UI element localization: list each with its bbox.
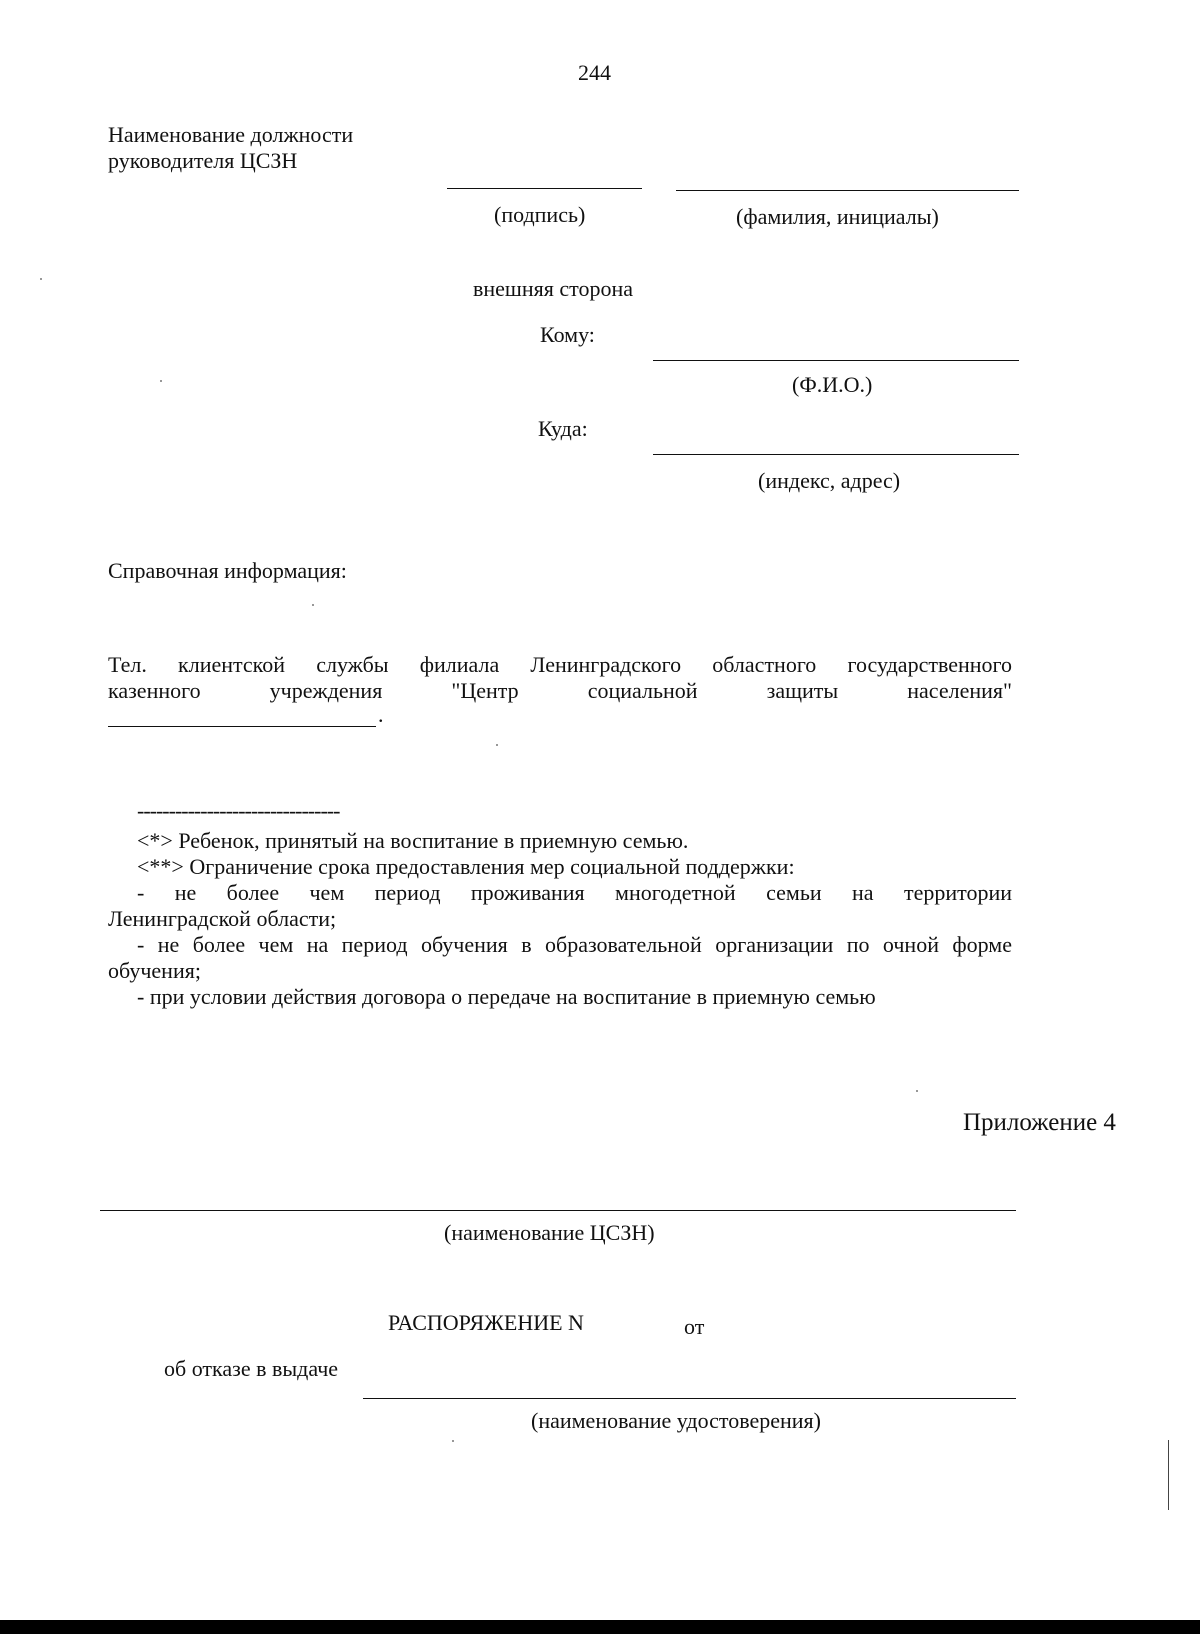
scan-bottom-border [0,1620,1200,1634]
name-line [676,190,1019,191]
footnote-2: <**> Ограничение срока предоставления мер социальной поддержки: [137,854,795,879]
to-line [653,360,1019,361]
footnote-item1-line2: Ленинградской области; [108,906,337,931]
order-title: РАСПОРЯЖЕНИЕ N [388,1310,584,1335]
position-title-line2: руководителя ЦСЗН [108,148,298,173]
footnote-separator: -------------------------------- [137,798,340,823]
reference-line-end: . [378,702,384,727]
refusal-label: об отказе в выдаче [164,1356,339,1381]
scan-speck [40,278,42,280]
appendix-title: Приложение 4 [963,1109,1116,1136]
envelope-side-label: внешняя сторона [473,276,634,301]
footnote-1: <*> Ребенок, принятый на воспитание в приемную семью. [137,828,689,853]
order-from: от [684,1314,705,1339]
org-caption: (наименование ЦСЗН) [444,1220,655,1245]
page-number: 244 [578,60,611,85]
reference-phone-line [108,726,376,727]
where-line [653,454,1019,455]
to-caption: (Ф.И.О.) [792,372,873,397]
reference-line1: Тел. клиентской службы филиала Ленинградского областного государственного [108,652,1012,677]
reference-heading: Справочная информация: [108,558,347,583]
certificate-caption: (наименование удостоверения) [531,1408,821,1433]
signature-caption: (подпись) [494,202,586,227]
name-caption: (фамилия, инициалы) [736,204,939,229]
where-caption: (индекс, адрес) [758,468,901,493]
scan-speck [452,1440,454,1442]
org-name-line [100,1210,1016,1211]
footnote-item1-line1: - не более чем период проживания многодетной семьи на территории [137,880,1012,905]
scan-speck [312,604,314,606]
footnote-item3: - при условии действия договора о передаче на воспитание в приемную семью [137,984,876,1009]
footnote-item2-line2: обучения; [108,958,201,983]
where-label: Куда: [538,416,588,441]
position-title-line1: Наименование должности [108,122,354,147]
scan-speck [496,744,498,746]
scan-speck [160,380,162,382]
footnote-item2-line1: - не более чем на период обучения в образовательной организации по очной форме [137,932,1012,957]
certificate-line [363,1398,1016,1399]
scan-speck [916,1090,918,1092]
scan-edge-mark [1168,1440,1171,1510]
to-label: Кому: [540,322,595,347]
signature-line [447,188,642,189]
reference-line2: казенного учреждения "Центр социальной защиты населения" [108,678,1012,703]
